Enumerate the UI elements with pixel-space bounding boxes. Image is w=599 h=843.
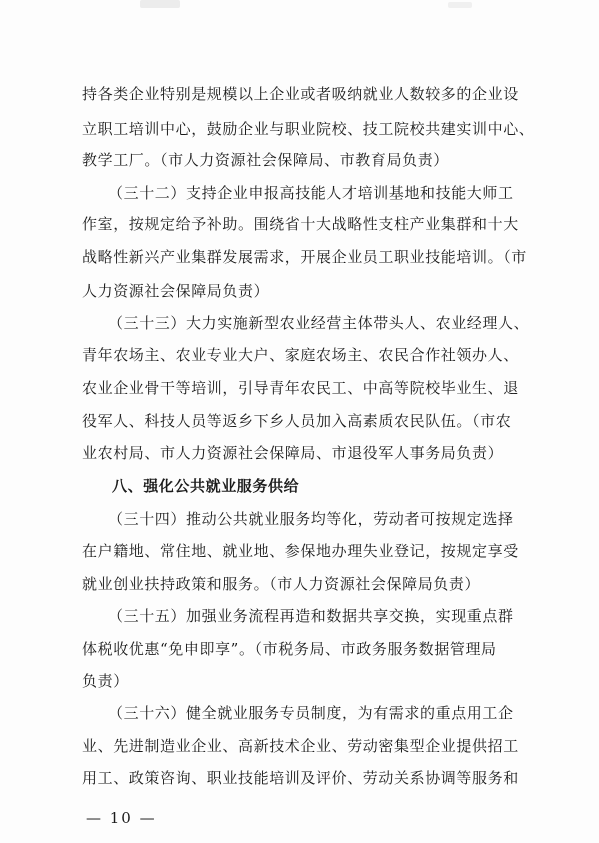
body-line: 作室，按规定给予补助。围绕省十大战略性支柱产业集群和十大 — [82, 215, 519, 233]
body-line: 役军人、科技人员等返乡下乡人员加入高素质农民队伍。（市农 — [82, 412, 512, 430]
body-line: 在户籍地、常住地、就业地、参保地办理失业登记，按规定享受 — [82, 542, 519, 560]
body-line: 负责） — [82, 672, 129, 690]
paragraph-32-line: （三十二）支持企业申报高技能人才培训基地和技能大师工 — [108, 184, 514, 202]
body-line: 业农村局、市人力资源社会保障局、市退役军人事务局负责） — [82, 444, 504, 462]
body-line: 战略性新兴产业集群发展需求，开展企业员工职业技能培训。（市 — [82, 248, 527, 266]
paragraph-36-line: （三十六）健全就业服务专员制度，为有需求的重点用工企 — [108, 704, 514, 722]
body-line: 业、先进制造业企业、高新技术企业、劳动密集型企业提供招工 — [82, 737, 519, 755]
body-line: 体税收优惠“免申即享”。（市税务局、市政务服务数据管理局 — [82, 640, 497, 658]
paragraph-33-line: （三十三）大力实施新型农业经营主体带头人、农业经理人、 — [108, 314, 530, 332]
body-line: 人力资源社会保障局负责） — [82, 282, 270, 300]
body-line: 立职工培训中心，鼓励企业与职业院校、技工院校共建实训中心、 — [82, 120, 535, 138]
body-line: 青年农场主、农业专业大户、家庭农场主、农民合作社领办人、 — [82, 346, 519, 364]
page-number: — 10 — — [86, 809, 157, 827]
scan-mark — [448, 2, 472, 8]
body-line: 就业创业扶持政策和服务。（市人力资源社会保障局负责） — [82, 575, 481, 593]
body-line: 持各类企业特别是规模以上企业或者吸纳就业人数较多的企业设 — [82, 85, 519, 103]
paragraph-34-line: （三十四）推动公共就业服务均等化，劳动者可按规定选择 — [108, 510, 514, 528]
body-line: 农业企业骨干等培训，引导青年农民工、中高等院校毕业生、退 — [82, 379, 519, 397]
paragraph-35-line: （三十五）加强业务流程再造和数据共享交换，实现重点群 — [108, 607, 514, 625]
body-line: 用工、政策咨询、职业技能培训及评价、劳动关系协调等服务和 — [82, 769, 519, 787]
section-heading-8: 八、强化公共就业服务供给 — [112, 477, 300, 495]
scan-mark — [140, 0, 180, 8]
body-line: 教学工厂。（市人力资源社会保障局、市教育局负责） — [82, 151, 449, 169]
